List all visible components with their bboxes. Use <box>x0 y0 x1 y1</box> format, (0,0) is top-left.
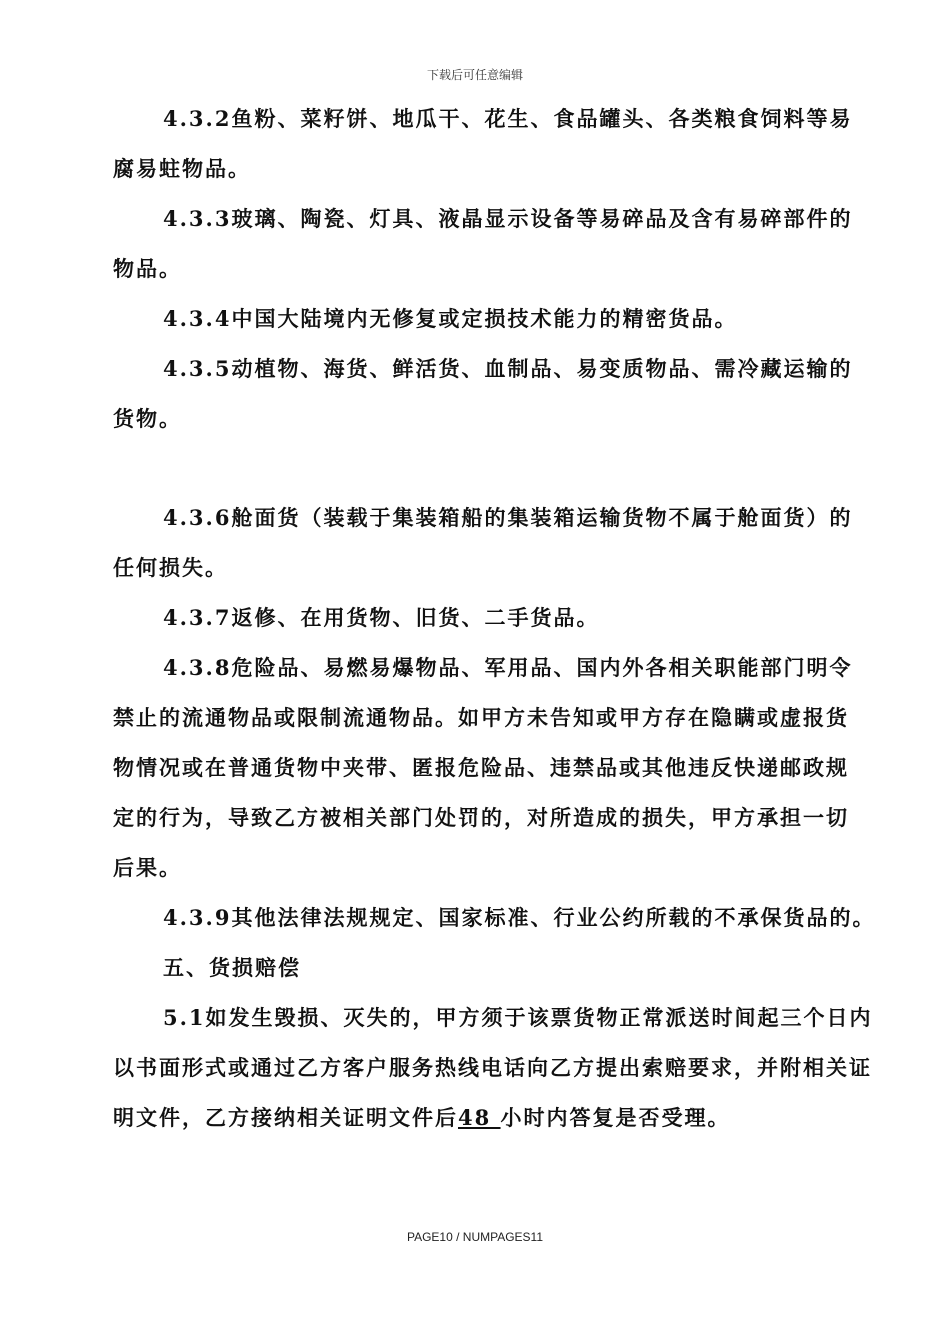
paragraph-line: 4.3.3玻璃、陶瓷、灯具、液晶显示设备等易碎品及含有易碎部件的 <box>163 206 853 231</box>
paragraph-line: 4.3.5动植物、海货、鲜活货、血制品、易变质物品、需冷藏运输的 <box>163 356 853 381</box>
paragraph-line: 后果。 <box>113 855 182 880</box>
text-segment: 小时内答复是否受理。 <box>500 1105 731 1130</box>
paragraph-line: 4.3.2鱼粉、菜籽饼、地瓜干、花生、食品罐头、各类粮食饲料等易 <box>163 106 853 131</box>
paragraph-line: 任何损失。 <box>113 555 228 580</box>
section-heading: 五、货损赔偿 <box>163 955 301 980</box>
paragraph-line: 禁止的流通物品或限制流通物品。如甲方未告知或甲方存在隐瞒或虚报货 <box>113 705 849 730</box>
paragraph-line: 定的行为，导致乙方被相关部门处罚的，对所造成的损失，甲方承担一切 <box>113 805 849 830</box>
paragraph-line: 物品。 <box>113 256 182 281</box>
page-footer: PAGE10 / NUMPAGES11 <box>406 1230 544 1244</box>
paragraph-line: 物情况或在普通货物中夹带、匿报危险品、违禁品或其他违反快递邮政规 <box>113 755 849 780</box>
paragraph-line: 4.3.6舱面货（装载于集装箱船的集装箱运输货物不属于舱面货）的 <box>163 505 853 530</box>
page-header: 下载后可任意编辑 <box>426 68 523 82</box>
paragraph-line <box>113 1107 873 1128</box>
text-segment: 明文件，乙方接纳相关证明文件后 <box>113 1105 458 1130</box>
paragraph-line: 4.3.9其他法律法规规定、国家标准、行业公约所载的不承保货品的。 <box>163 905 876 930</box>
paragraph-line: 4.3.8危险品、易燃易爆物品、军用品、国内外各相关职能部门明令 <box>163 655 853 680</box>
paragraph-line: 腐易蛀物品。 <box>113 156 251 181</box>
paragraph-line: 以书面形式或通过乙方客户服务热线电话向乙方提出索赔要求，并附相关证 <box>113 1055 872 1080</box>
paragraph-line: 4.3.4中国大陆境内无修复或定损技术能力的精密货品。 <box>163 306 738 331</box>
paragraph-line: 5.1如发生毁损、灭失的，甲方须于该票货物正常派送时间起三个日内 <box>163 1005 873 1030</box>
paragraph-line: 货物。 <box>113 406 182 431</box>
hours-value: 48 <box>458 1105 501 1130</box>
paragraph-line: 4.3.7返修、在用货物、旧货、二手货品。 <box>163 605 600 630</box>
